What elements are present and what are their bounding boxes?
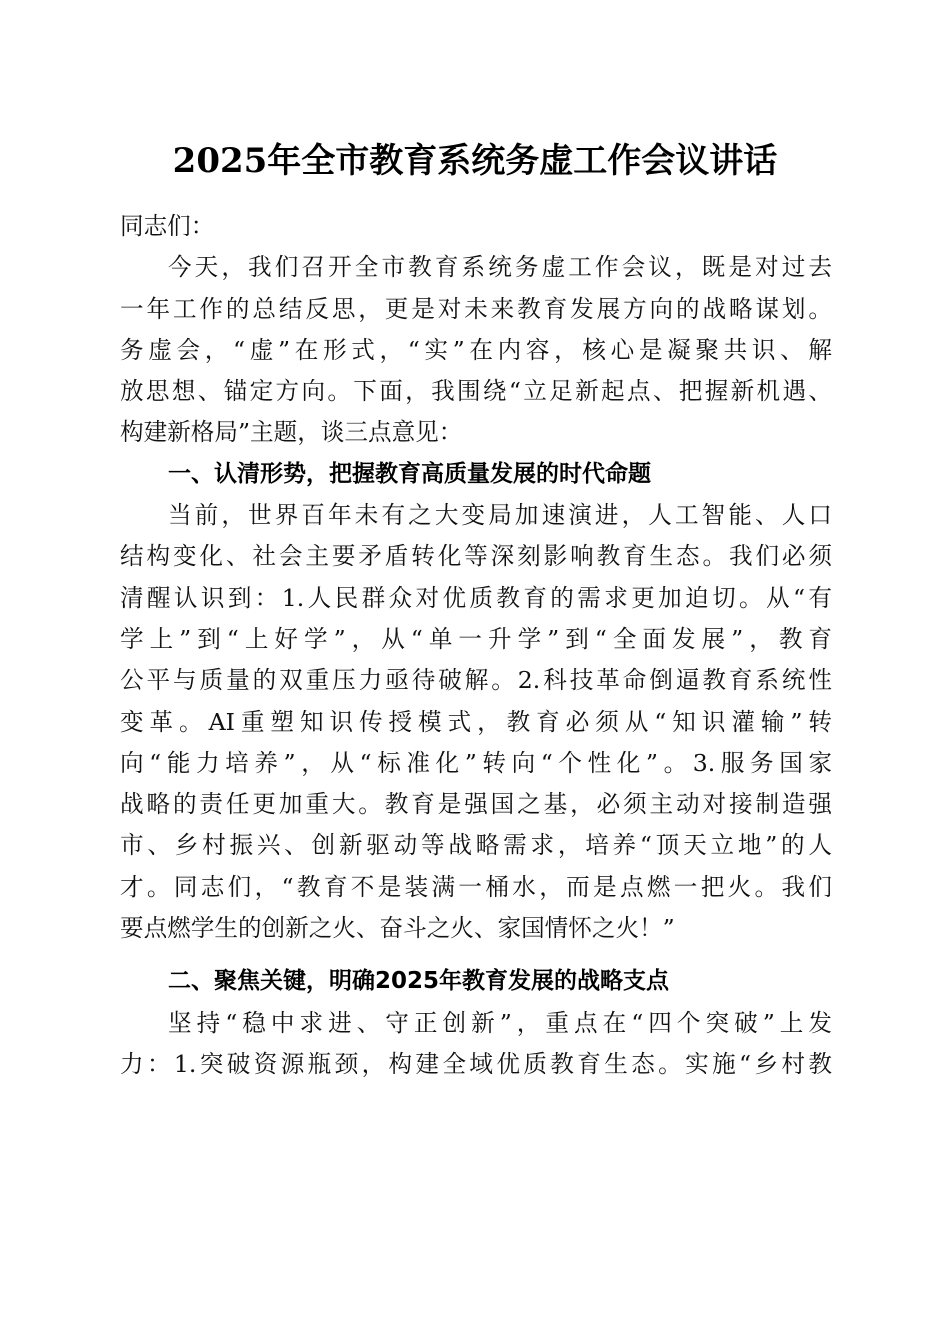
document-body [120, 206, 832, 1085]
intro-paragraph [120, 247, 832, 453]
paragraph-line: 才。同志们，“教育不是装满一桶水，而是点燃一把火。我们 [120, 872, 832, 901]
paragraph-line: 要点燃学生的创新之火、奋斗之火、家国情怀之火！” [120, 914, 675, 943]
section1-paragraph [120, 495, 832, 949]
paragraph-line: 公平与质量的双重压力亟待破解。2.科技革命倒逼教育系统性 [120, 666, 832, 695]
paragraph-line: 力：1.突破资源瓶颈，构建全域优质教育生态。实施“乡村教 [120, 1049, 832, 1078]
paragraph-line: 当前，世界百年未有之大变局加速演进，人工智能、人口 [168, 501, 832, 530]
paragraph-line: 战略的责任更加重大。教育是强国之基，必须主动对接制造强 [120, 790, 832, 819]
paragraph-line: 构建新格局”主题，谈三点意见： [120, 418, 463, 447]
paragraph-line: 向“能力培养”，从“标准化”转向“个性化”。3.服务国家 [120, 748, 832, 777]
paragraph-line: 坚持“稳中求进、守正创新”，重点在“四个突破”上发 [168, 1008, 832, 1037]
salutation: 同志们： [120, 212, 215, 240]
paragraph-line: 学上”到“上好学”，从“单一升学”到“全面发展”，教育 [120, 624, 832, 653]
paragraph-line: 今天，我们召开全市教育系统务虚工作会议，既是对过去 [168, 253, 832, 282]
paragraph-line: 市、乡村振兴、创新驱动等战略需求，培养“顶天立地”的人 [120, 831, 832, 860]
paragraph-line: 结构变化、社会主要矛盾转化等深刻影响教育生态。我们必须 [120, 542, 832, 571]
section-heading-2: 二、聚焦关键，明确2025年教育发展的战略支点 [168, 968, 670, 995]
document-title: 2025年全市教育系统务虚工作会议讲话 [172, 141, 778, 181]
section-heading-1: 一、认清形势，把握教育高质量发展的时代命题 [168, 460, 651, 487]
paragraph-line: 变革。AI重塑知识传授模式，教育必须从“知识灌输”转 [120, 707, 832, 736]
section2-paragraph [120, 1003, 832, 1086]
paragraph-line: 务虚会，“虚”在形式，“实”在内容，核心是凝聚共识、解 [120, 335, 832, 364]
paragraph-line: 一年工作的总结反思，更是对未来教育发展方向的战略谋划。 [120, 294, 832, 323]
paragraph-line: 清醒认识到：1.人民群众对优质教育的需求更加迫切。从“有 [120, 583, 832, 612]
paragraph-line: 放思想、锚定方向。下面，我围绕“立足新起点、把握新机遇、 [120, 377, 832, 406]
